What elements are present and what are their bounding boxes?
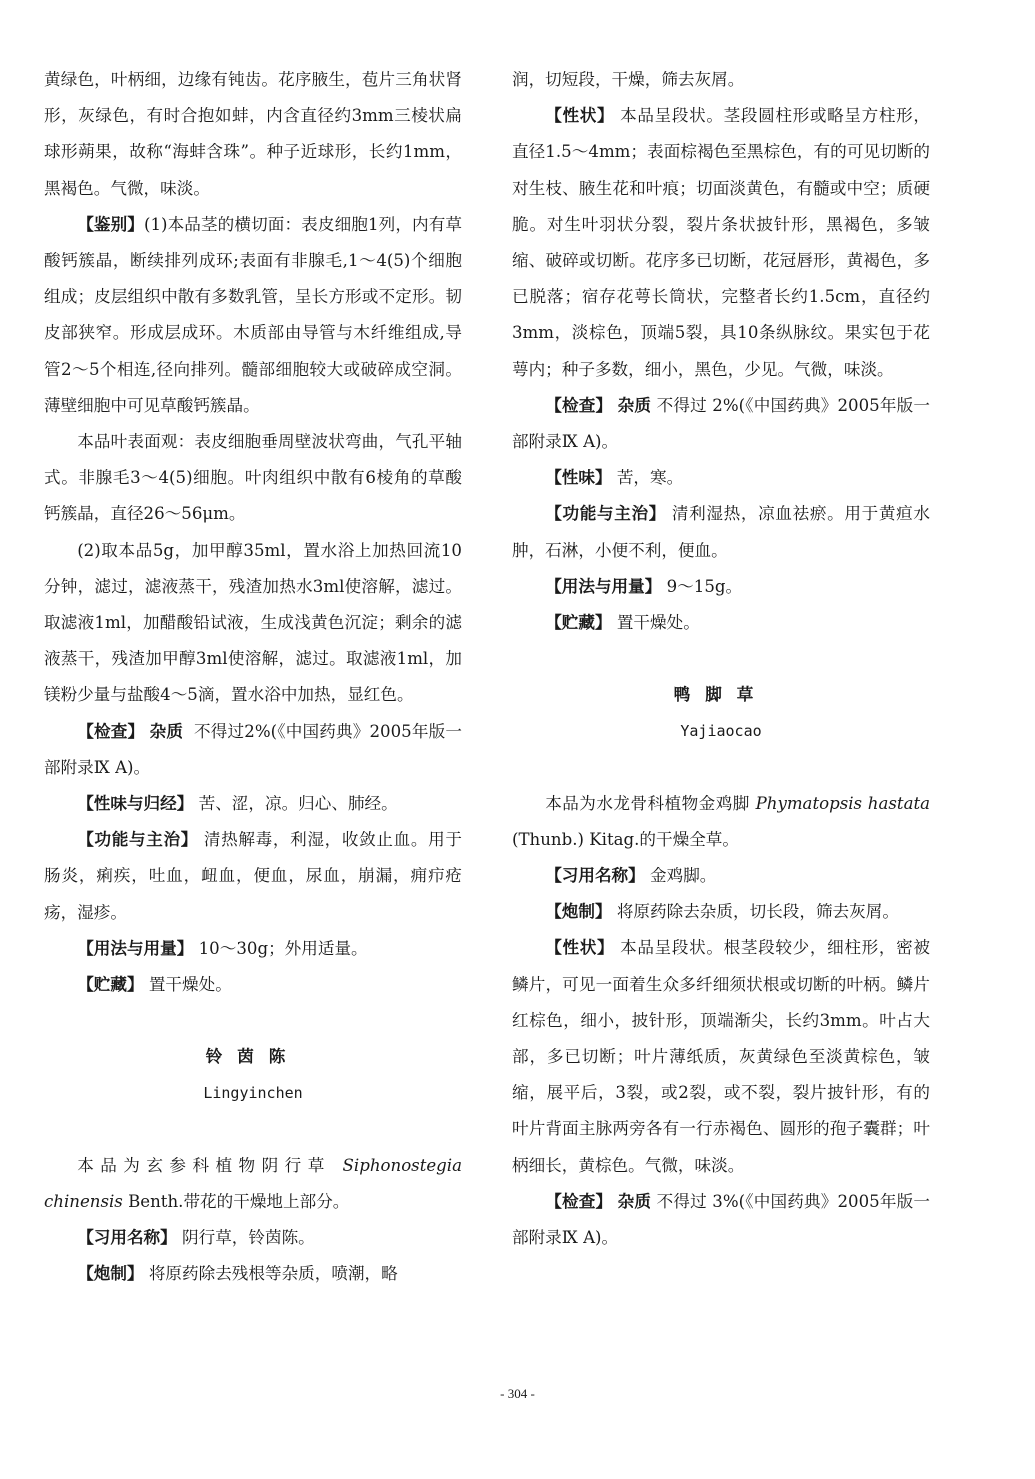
section-heading: 【性状】 <box>545 938 615 958</box>
entry-intro <box>44 1148 462 1220</box>
section-jiancha <box>512 1184 930 1256</box>
section-text: (1)本品茎的横切面：表皮细胞1列，内有草酸钙簇晶，断续排列成环;表面有非腺毛,1～4(5)个细胞组成；皮层组织中散有多数乳管，呈长方形或不定形。韧皮部狭窄。形成层成环。木质部由导管与木纤维组成,导管2～5个相连,径向排列。髓部细胞较大或破碎成空洞。薄壁细胞中可见草酸钙簇晶。 <box>44 214 463 415</box>
intro-text: 本品为玄参科植物阴行草 <box>77 1155 331 1175</box>
section-xiyong <box>512 858 930 894</box>
entry-latin-title: Lingyinchen <box>203 1084 303 1103</box>
page-number: - 304 - <box>500 1386 535 1401</box>
section-heading: 【功能与主治】 <box>545 504 666 524</box>
section-text: 苦，寒。 <box>616 468 684 488</box>
section-heading: 【用法与用量】 <box>545 576 662 596</box>
section-heading: 【检查】 <box>545 395 613 415</box>
section-heading: 【性状】 <box>545 106 615 126</box>
section-xiyong <box>44 1220 462 1256</box>
intro-text: 本品为水龙骨科植物金鸡脚 <box>545 793 750 813</box>
section-heading: 【炮制】 <box>545 902 612 922</box>
section-jiancha <box>44 714 462 786</box>
left-column <box>44 62 462 1293</box>
section-yongfa <box>44 931 462 967</box>
paragraph: 黄绿色，叶柄细，边缘有钝齿。花序腋生，苞片三角状肾形，灰绿色，有时合抱如蚌，内含直径约3mm三棱状扁球形蒴果，故称“海蚌含珠”。种子近球形，长约1mm，黑褐色。气微，味淡。 <box>44 70 462 198</box>
section-gongneng <box>44 822 462 931</box>
section-xingwei <box>512 460 930 496</box>
section-heading: 【贮藏】 <box>77 975 144 995</box>
section-text: 清利湿热，凉血祛瘀。用于黄疸水肿，石淋，小便不利，便血。 <box>512 504 931 560</box>
section-text: 10～30g；外用适量。 <box>198 938 368 958</box>
entry-latin-title: Yajiaocao <box>680 722 762 741</box>
section-zhucang <box>44 967 462 1003</box>
section-text: 金鸡脚。 <box>650 866 717 886</box>
section-paozhi <box>44 1256 462 1292</box>
section-heading: 【习用名称】 <box>545 866 645 886</box>
section-heading: 【鉴别】 <box>77 214 144 234</box>
section-xingzhuang <box>512 98 930 388</box>
section-text: 置干燥处。 <box>616 613 700 633</box>
paragraph: (2)取本品5g，加甲醇35ml，置水浴上加热回流10分钟，滤过，滤液蒸干，残渣加热水3ml使溶解，滤过。取滤液1ml，加醋酸铅试液，生成浅黄色沉淀；剩余的滤液蒸干，残渣加甲醇3ml使溶解，滤过。取滤液1ml，加镁粉少量与盐酸4～5滴，置水浴中加热，显红色。 <box>44 540 462 705</box>
section-heading: 【用法与用量】 <box>77 938 194 958</box>
intro-text: Benth.带花的干燥地上部分。 <box>128 1191 350 1211</box>
section-jianbie <box>44 207 462 424</box>
section-text: 9～15g。 <box>666 576 743 596</box>
section-jiancha <box>512 388 930 460</box>
section-text: 苦、涩，凉。归心、肺经。 <box>198 794 398 814</box>
section-text: 本品呈段状。根茎段较少，细柱形，密被鳞片，可见一面着生众多纤细须状根或切断的叶柄。鳞片红棕色，细小，披针形，顶端渐尖，长约3mm。叶占大部，多已切断；叶片薄纸质，灰黄绿色至淡黄棕色，皱缩，展平后，3裂，或2裂，或不裂，裂片披针形，有的叶片背面主脉两旁各有一行赤褐色、圆形的孢子囊群；叶柄细长，黄棕色。气微，味淡。 <box>512 938 931 1175</box>
section-heading: 【贮藏】 <box>545 613 612 633</box>
section-subheading: 杂质 <box>617 395 652 415</box>
section-text: 不得过2%(《中国药典》2005年版一部附录Ⅸ A)。 <box>44 721 462 777</box>
paragraph: 润，切短段，干燥，筛去灰屑。 <box>512 70 745 89</box>
intro-text: (Thunb.) Kitag.的干燥全草。 <box>512 829 739 849</box>
section-text: 本品呈段状。茎段圆柱形或略呈方柱形，直径1.5～4mm；表面棕褐色至黑棕色，有的可见切断的对生枝、腋生花和叶痕；切面淡黄色，有髓或中空；质硬脆。对生叶羽状分裂，裂片条状披针形，黑褐色，多皱缩、破碎或切断。花序多已切断，花冠唇形，黄褐色，多已脱落；宿存花萼长筒状，完整者长约1.5cm，直径约3mm，淡棕色，顶端5裂，具10条纵脉纹。果实包于花萼内；种子多数，细小，黑色，少见。气微，味淡。 <box>512 106 931 379</box>
section-heading: 【习用名称】 <box>77 1228 177 1248</box>
section-text: 不得过 3%(《中国药典》2005年版一部附录Ⅸ A)。 <box>512 1191 930 1248</box>
section-text: 不得过 2%(《中国药典》2005年版一部附录Ⅸ A)。 <box>512 395 930 452</box>
section-text: 将原药除去杂质，切长段，筛去灰屑。 <box>616 902 899 922</box>
latin-name: Siphonostegia chinensis <box>44 1155 463 1211</box>
section-xingzhuang <box>512 930 930 1183</box>
entry-title: 铃茵陈 <box>205 1047 301 1067</box>
section-text: 清热解毒，利湿，收敛止血。用于肠炎，痢疾，吐血，衄血，便血，尿血，崩漏，痈疖疮疡，湿疹。 <box>44 830 463 922</box>
section-text: 将原药除去残根等杂质，喷潮，略 <box>148 1264 398 1284</box>
latin-name: Phymatopsis hastata <box>755 793 931 813</box>
entry-title: 鸭脚草 <box>673 685 769 705</box>
section-text: 阴行草，铃茵陈。 <box>182 1228 315 1248</box>
section-xingwei <box>44 786 462 822</box>
section-yongfa <box>512 569 930 605</box>
section-text: 置干燥处。 <box>148 975 232 995</box>
section-heading: 【检查】 <box>545 1191 613 1211</box>
section-heading: 【检查】 <box>77 721 145 741</box>
section-subheading: 杂质 <box>617 1191 652 1211</box>
section-heading: 【性味与归经】 <box>77 794 194 814</box>
section-heading: 【功能与主治】 <box>77 830 198 850</box>
section-zhucang <box>512 605 930 641</box>
paragraph: 本品叶表面观：表皮细胞垂周壁波状弯曲，气孔平轴式。非腺毛3～4(5)细胞。叶肉组织中散有6棱角的草酸钙簇晶，直径26～56μm。 <box>44 432 462 524</box>
section-subheading: 杂质 <box>149 721 184 741</box>
entry-intro <box>512 786 930 858</box>
section-heading: 【炮制】 <box>77 1264 144 1284</box>
section-gongneng <box>512 496 930 568</box>
section-paozhi <box>512 894 930 930</box>
right-column <box>512 62 930 1256</box>
section-heading: 【性味】 <box>545 468 612 488</box>
